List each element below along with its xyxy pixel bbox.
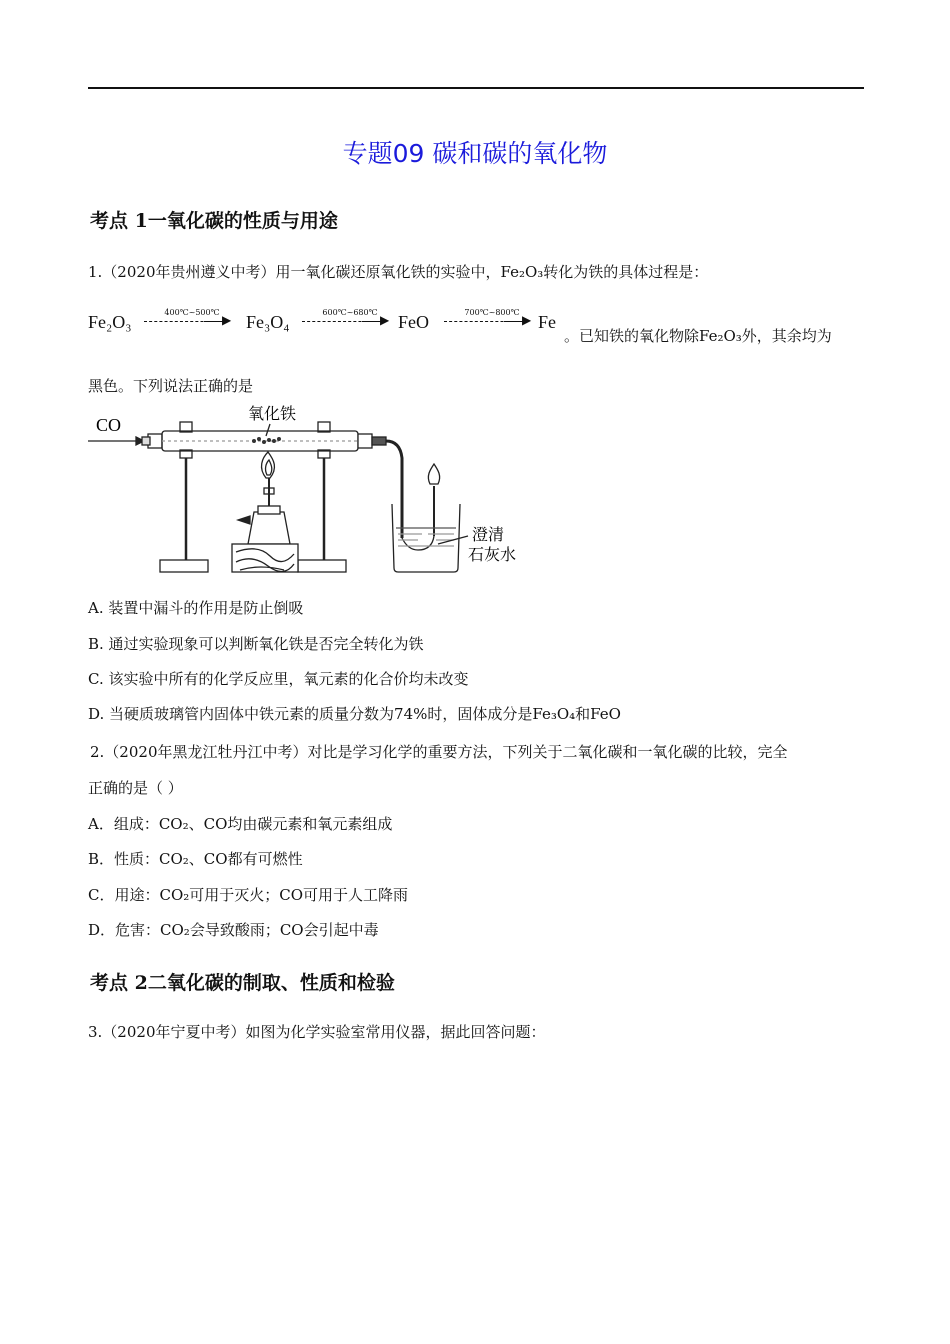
page-title: 专题09 碳和碳的氧化物: [342, 139, 608, 168]
wooden-block: [232, 544, 298, 572]
question-3-stem: 3.（2020年宁夏中考）如图为化学实验室常用仪器，据此回答问题：: [88, 1023, 546, 1041]
q1-option-d: D. 当硬质玻璃管内固体中铁元素的质量分数为74%时，固体成分是Fe₃O₄和FeO: [88, 705, 621, 723]
arrow-3: 700℃~800℃ ▶: [444, 308, 534, 338]
equation-term-fe2o3: Fe₂O₃: [88, 312, 132, 332]
limewater-label-2: 石灰水: [468, 545, 517, 564]
section-heading-1: 考点 1一氧化碳的性质与用途: [90, 210, 338, 232]
q2-option-a: A．组成：CO₂、CO均由碳元素和氧元素组成: [88, 815, 393, 833]
q1-option-b: B. 通过实验现象可以判断氧化铁是否完全转化为铁: [88, 635, 424, 653]
question-2-stem-2: 正确的是（ ）: [88, 779, 183, 797]
question-1-stem: 1.（2020年贵州遵义中考）用一氧化碳还原氧化铁的实验中，Fe₂O₃转化为铁的具体过程是：: [88, 263, 709, 281]
equation-term-fe: Fe: [538, 312, 556, 332]
question-2-stem-1: 2.（2020年黑龙江牡丹江中考）对比是学习化学的重要方法，下列关于二氧化碳和一氧化碳的比较，完全: [90, 743, 788, 761]
apparatus-figure: [88, 400, 548, 586]
arrow-2: 600℃~680℃ ▶: [302, 308, 392, 338]
delivery-tube: [386, 441, 402, 538]
burner-flame: [262, 452, 275, 478]
co-label: CO: [96, 415, 122, 435]
condition-2: 600℃~680℃: [322, 308, 378, 317]
tail-gas-flame: [428, 464, 439, 484]
alcohol-burner: [248, 512, 290, 544]
condition-3: 700℃~800℃: [464, 308, 520, 317]
q2-option-b: B．性质：CO₂、CO都有可燃性: [88, 850, 303, 868]
limewater-label-1: 澄清: [472, 525, 505, 544]
equation-term-fe3o4: Fe₃O₄: [246, 312, 290, 332]
header-rule: [88, 87, 864, 89]
q2-option-d: D．危害：CO₂会导致酸雨；CO会引起中毒: [88, 921, 379, 939]
question-1-line3: 黑色。下列说法正确的是: [88, 377, 254, 395]
equation-term-feo: FeO: [398, 312, 429, 332]
q1-option-c: C. 该实验中所有的化学反应里，氧元素的化合价均未改变: [88, 670, 469, 688]
question-1-continuation: 。已知铁的氧化物除Fe₂O₃外，其余均为: [564, 327, 832, 345]
reaction-chain: [88, 306, 568, 346]
section-heading-2: 考点 2二氧化碳的制取、性质和检验: [90, 972, 395, 994]
condition-1: 400℃~500℃: [164, 308, 220, 317]
arrow-1: 400℃~500℃ ▶: [144, 308, 234, 338]
q1-option-a: A. 装置中漏斗的作用是防止倒吸: [88, 599, 304, 617]
iron-oxide-label: 氧化铁: [248, 404, 297, 423]
q2-option-c: C．用途：CO₂可用于灭火；CO可用于人工降雨: [88, 886, 409, 904]
